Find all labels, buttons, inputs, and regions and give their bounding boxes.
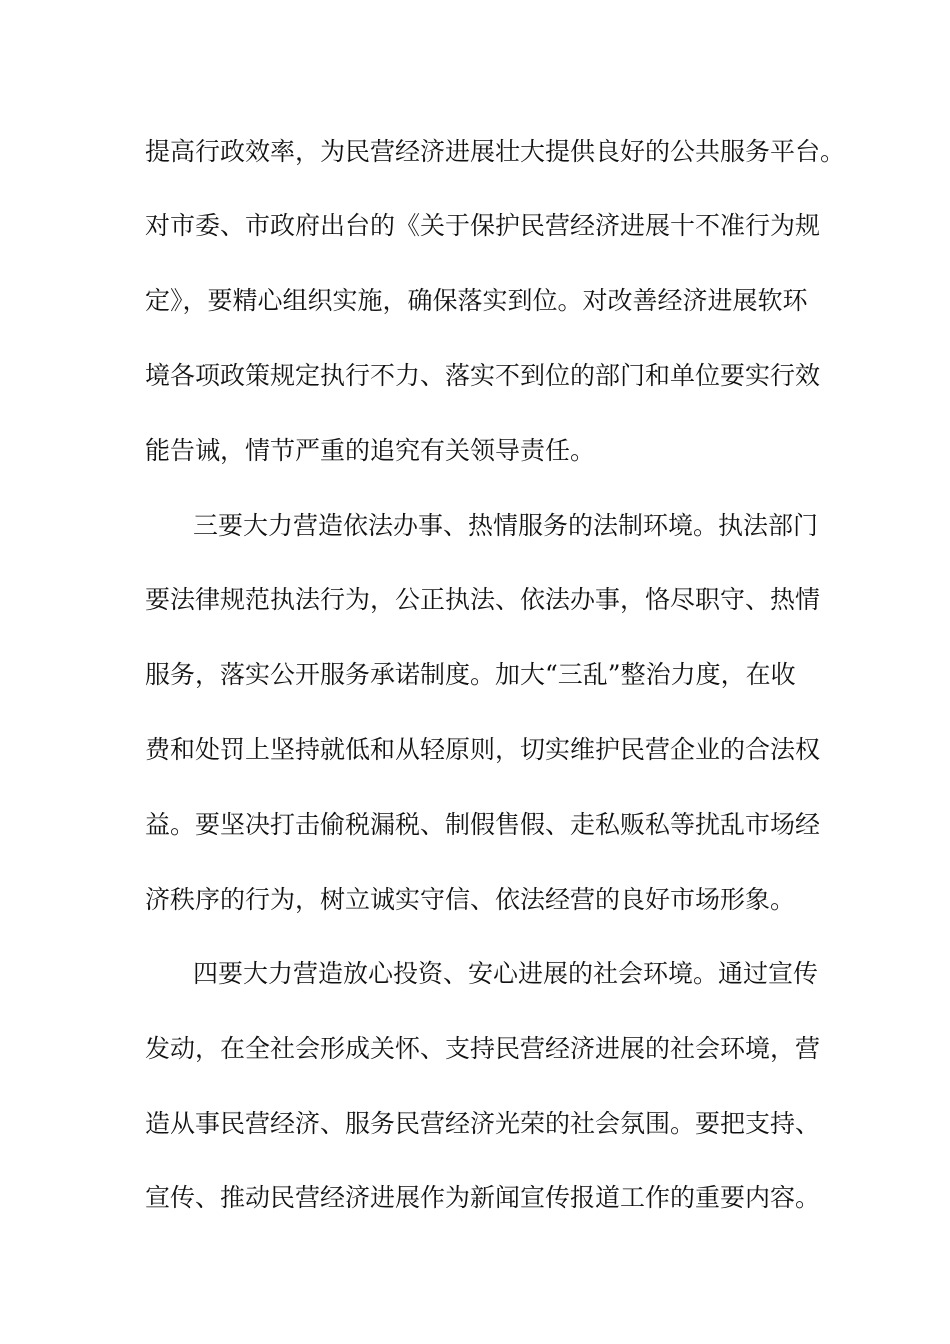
text-line-13: 发动，在全社会形成关怀、支持民营经济进展的社会环境，营 (145, 1034, 821, 1063)
text-line-5: 能告诫，情节严重的追究有关领导责任。 (145, 436, 596, 465)
text-line-10: 益。要坚决打击偷税漏税、制假售假、走私贩私等扰乱市场经 (145, 810, 821, 839)
text-line-3: 定》，要精心组织实施，确保落实到位。对改善经济进展软环 (145, 286, 808, 315)
text-line-14: 造从事民营经济、服务民营经济光荣的社会氛围。要把支持、 (145, 1109, 821, 1138)
text-line-12: 四要大力营造放心投资、安心进展的社会环境。通过宣传 (193, 959, 819, 988)
text-line-6: 三要大力营造依法办事、热情服务的法制环境。执法部门 (193, 511, 819, 540)
text-line-1: 提高行政效率，为民营经济进展壮大提供良好的公共服务平台。 (145, 137, 846, 166)
text-line-11: 济秩序的行为，树立诚实守信、依法经营的良好市场形象。 (145, 885, 796, 914)
text-line-8: 服务，落实公开服务承诺制度。加大“三乱”整治力度，在收 (145, 660, 796, 689)
text-line-15: 宣传、推动民营经济进展作为新闻宣传报道工作的重要内容。 (145, 1183, 821, 1212)
text-line-2: 对市委、市政府出台的《关于保护民营经济进展十不准行为规 (145, 211, 821, 240)
text-line-9: 费和处罚上坚持就低和从轻原则，切实维护民营企业的合法权 (145, 735, 821, 764)
text-line-4: 境各项政策规定执行不力、落实不到位的部门和单位要实行效 (145, 361, 821, 390)
text-line-7: 要法律规范执法行为，公正执法、依法办事，恪尽职守、热情 (145, 585, 821, 614)
